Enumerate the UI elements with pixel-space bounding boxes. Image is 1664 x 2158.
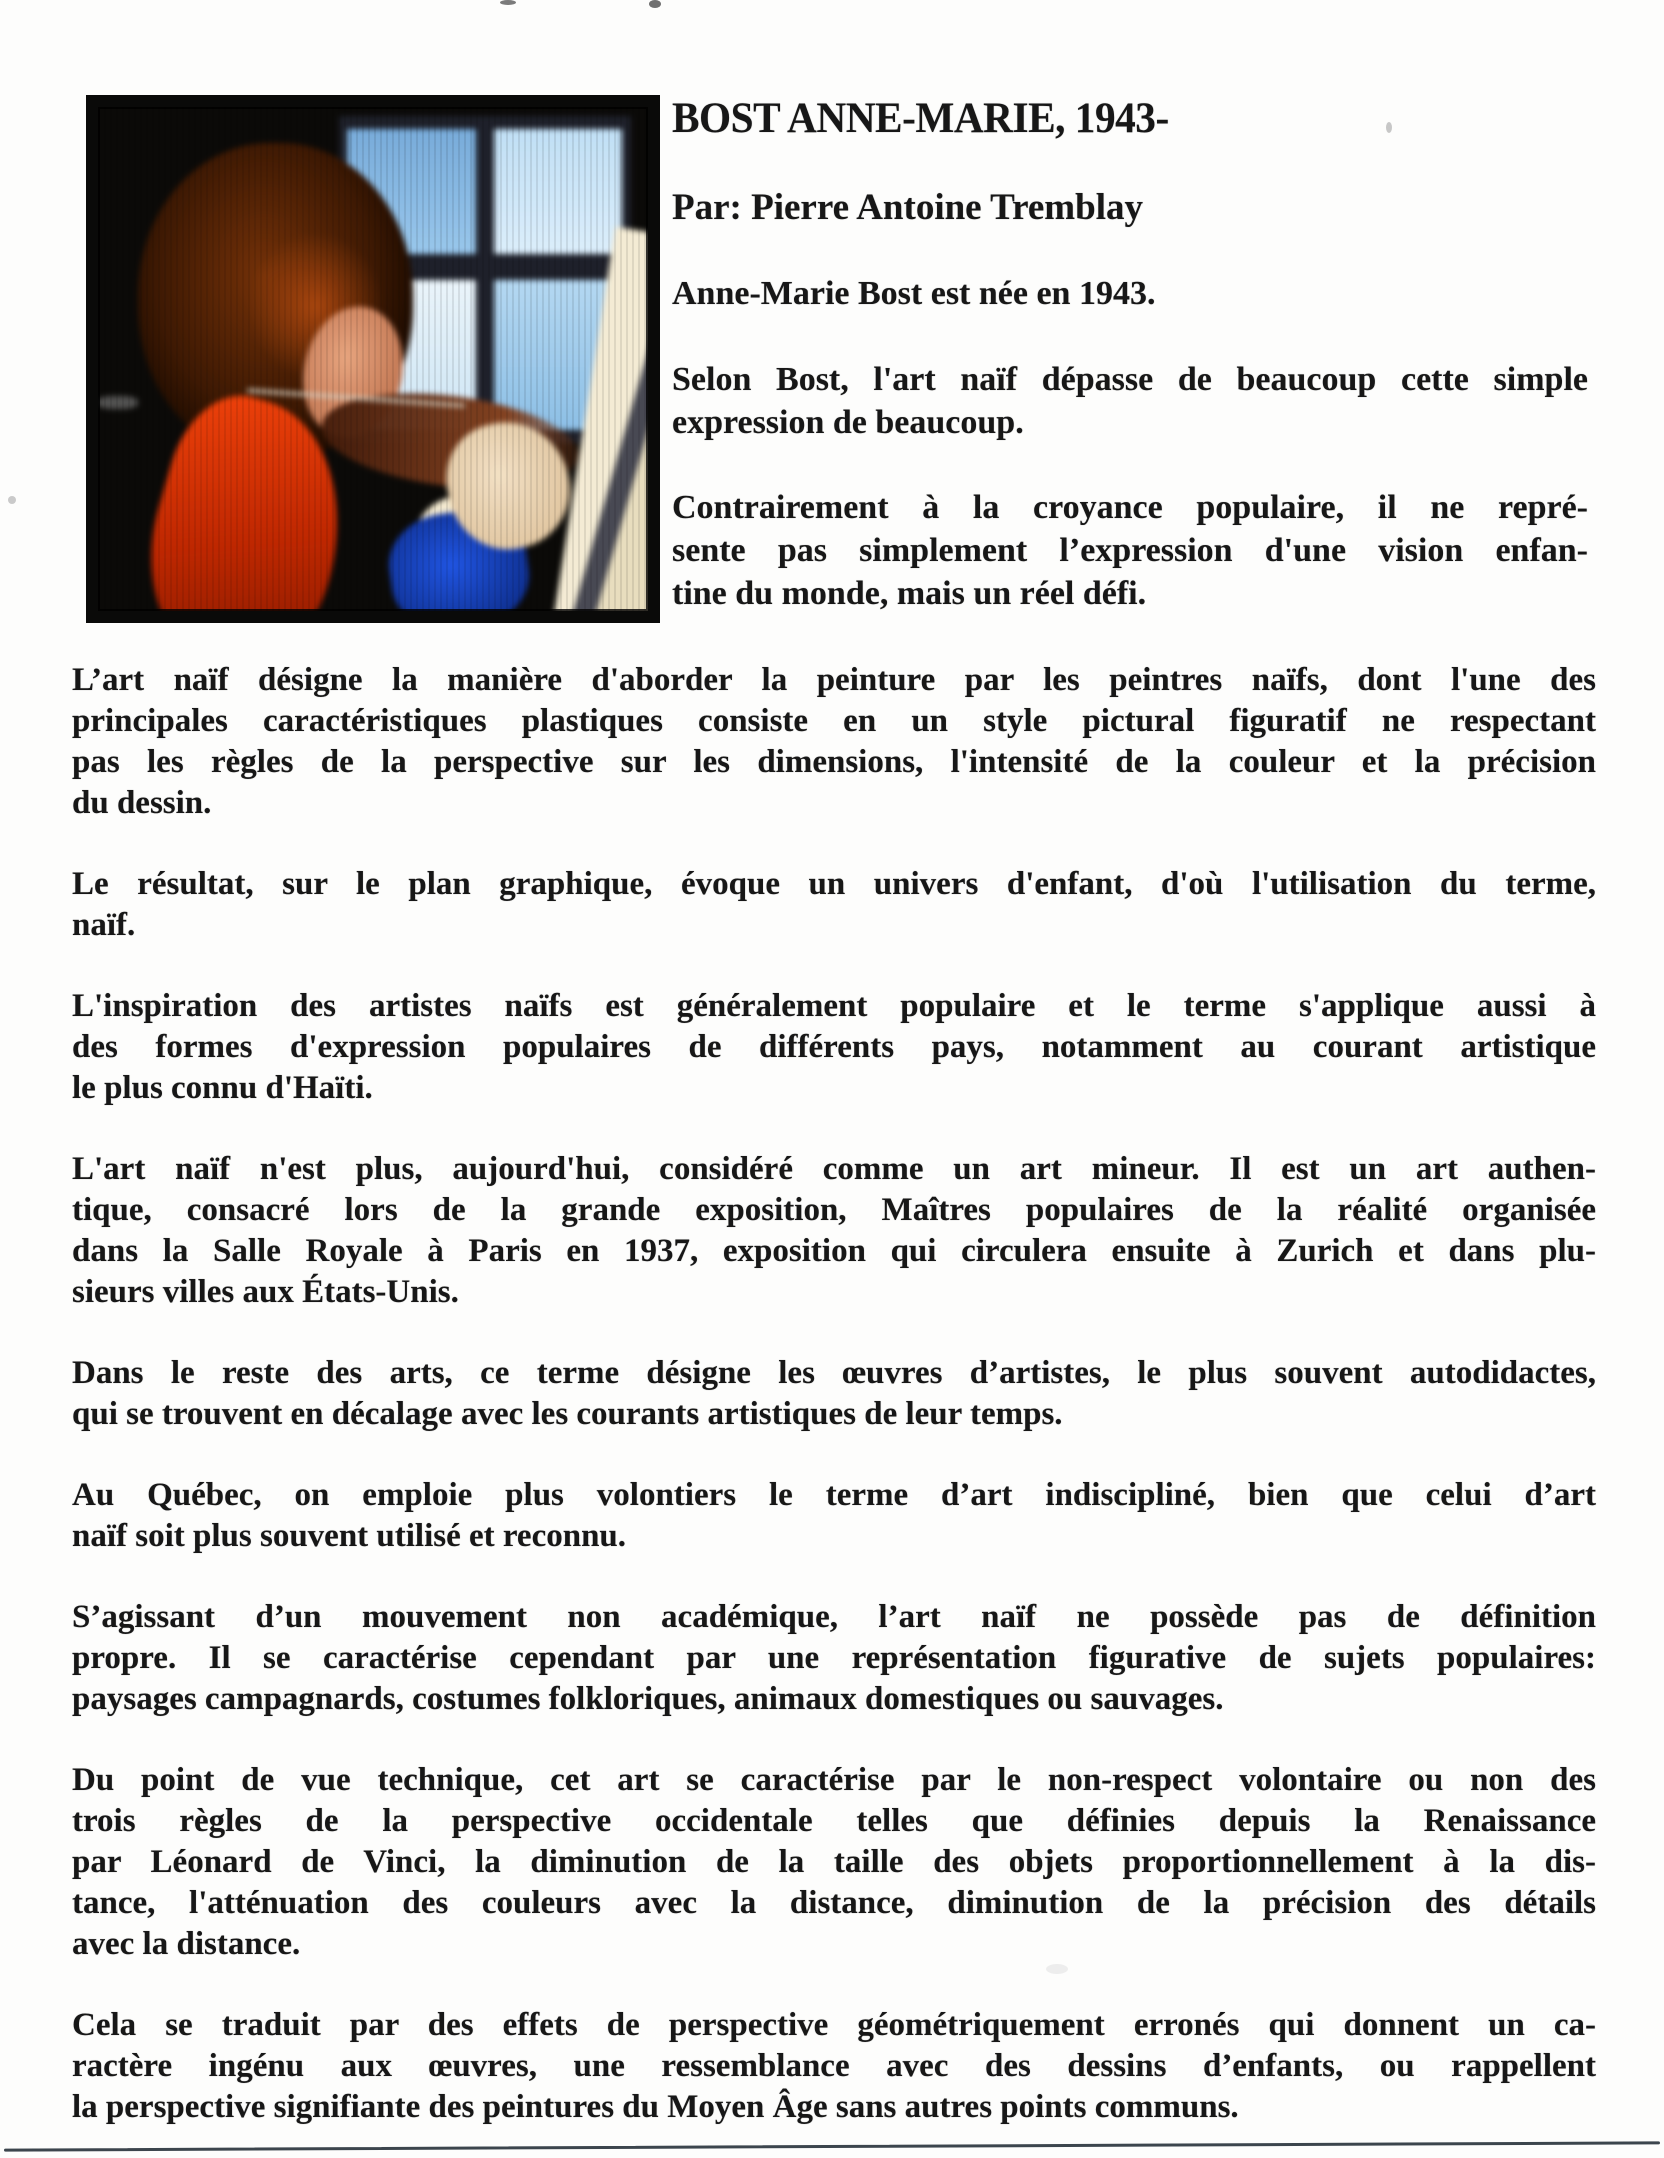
text-line: la perspective signifiante des peintures du Moyen Âge sans autres points communs. — [72, 2089, 1239, 2125]
body-paragraph — [72, 1760, 1596, 1965]
intro-paragraph — [672, 486, 1588, 615]
scan-speck — [500, 0, 516, 5]
body-paragraph — [72, 1353, 1596, 1435]
text-line: Dans le reste des arts, ce terme désigne les œuvres d’artistes, le plus souvent autodidactes, — [72, 1355, 1596, 1391]
text-line: par Léonard de Vinci, la diminution de la taille des objets proportionnellement à la dis- — [72, 1844, 1596, 1880]
text-line: qui se trouvent en décalage avec les courants artistiques de leur temps. — [72, 1396, 1063, 1432]
body-paragraph — [72, 986, 1596, 1109]
body-paragraph — [72, 864, 1596, 946]
page-title: BOST ANNE-MARIE, 1943- — [672, 95, 1169, 142]
body-paragraph — [72, 1475, 1596, 1557]
text-line: Au Québec, on emploie plus volontiers le terme d’art indiscipliné, bien que celui d’art — [72, 1477, 1596, 1513]
text-line: sieurs villes aux États-Unis. — [72, 1274, 459, 1310]
body-paragraph — [72, 2005, 1596, 2128]
text-line: Du point de vue technique, cet art se caractérise par le non-respect volontaire ou non des — [72, 1762, 1596, 1798]
birth-line: Anne-Marie Bost est née en 1943. — [672, 275, 1156, 312]
text-line: Le résultat, sur le plan graphique, évoque un univers d'enfant, d'où l'utilisation du terme, — [72, 866, 1596, 902]
text-line: Contrairement à la croyance populaire, il ne repré- — [672, 489, 1588, 526]
text-line: naïf soit plus souvent utilisé et reconnu. — [72, 1518, 627, 1554]
text-line: L’art naïf désigne la manière d'aborder la peinture par les peintres naïfs, dont l'une des — [72, 662, 1596, 698]
text-line: S’agissant d’un mouvement non académique, l’art naïf ne possède pas de définition — [72, 1599, 1596, 1635]
text-line: le plus connu d'Haïti. — [72, 1070, 373, 1106]
body-paragraph — [72, 1149, 1596, 1313]
artist-photo — [86, 95, 660, 623]
text-line: Selon Bost, l'art naïf dépasse de beaucoup cette simple — [672, 361, 1588, 398]
text-line: principales caractéristiques plastiques consiste en un style pictural figuratif ne respectant — [72, 703, 1596, 739]
body-paragraph — [72, 1597, 1596, 1720]
text-line: tique, consacré lors de la grande exposition, Maîtres populaires de la réalité organisée — [72, 1192, 1596, 1228]
intro-paragraph — [672, 358, 1588, 444]
text-line: avec la distance. — [72, 1926, 301, 1962]
text-line: expression de beaucoup. — [672, 404, 1024, 441]
text-line: paysages campagnards, costumes folkloriques, animaux domestiques ou sauvages. — [72, 1681, 1224, 1717]
scan-speck — [8, 496, 16, 504]
text-line: propre. Il se caractérise cependant par une représentation figurative de sujets populaires: — [72, 1640, 1596, 1676]
text-line: L'art naïf n'est plus, aujourd'hui, considéré comme un art mineur. Il est un art authen- — [72, 1151, 1596, 1187]
article-body — [72, 660, 1596, 2128]
scan-speck — [649, 0, 661, 8]
scan-edge-line — [4, 2141, 1660, 2151]
text-line: pas les règles de la perspective sur les dimensions, l'intensité de la couleur et la précision — [72, 744, 1596, 780]
text-line: L'inspiration des artistes naïfs est généralement populaire et le terme s'applique aussi à — [72, 988, 1596, 1024]
text-line: dans la Salle Royale à Paris en 1937, exposition qui circulera ensuite à Zurich et dans plu- — [72, 1233, 1596, 1269]
text-line: naïf. — [72, 907, 136, 943]
text-line: du dessin. — [72, 785, 212, 821]
text-line: trois règles de la perspective occidentale telles que définies depuis la Renaissance — [72, 1803, 1596, 1839]
text-line: des formes d'expression populaires de différents pays, notamment au courant artistique — [72, 1029, 1596, 1065]
text-line: sente pas simplement l’expression d'une vision enfan- — [672, 532, 1588, 569]
text-line: ractère ingénu aux œuvres, une ressemblance avec des dessins d’enfants, ou rappellent — [72, 2048, 1596, 2084]
body-paragraph — [72, 660, 1596, 824]
text-line: tance, l'atténuation des couleurs avec la distance, diminution de la précision des détails — [72, 1885, 1596, 1921]
text-line: Cela se traduit par des effets de perspective géométriquement erronés qui donnent un ca- — [72, 2007, 1596, 2043]
byline: Par: Pierre Antoine Tremblay — [672, 187, 1143, 228]
article-header — [672, 95, 1588, 615]
text-line: tine du monde, mais un réel défi. — [672, 575, 1147, 612]
photo-black-frame — [86, 95, 660, 623]
